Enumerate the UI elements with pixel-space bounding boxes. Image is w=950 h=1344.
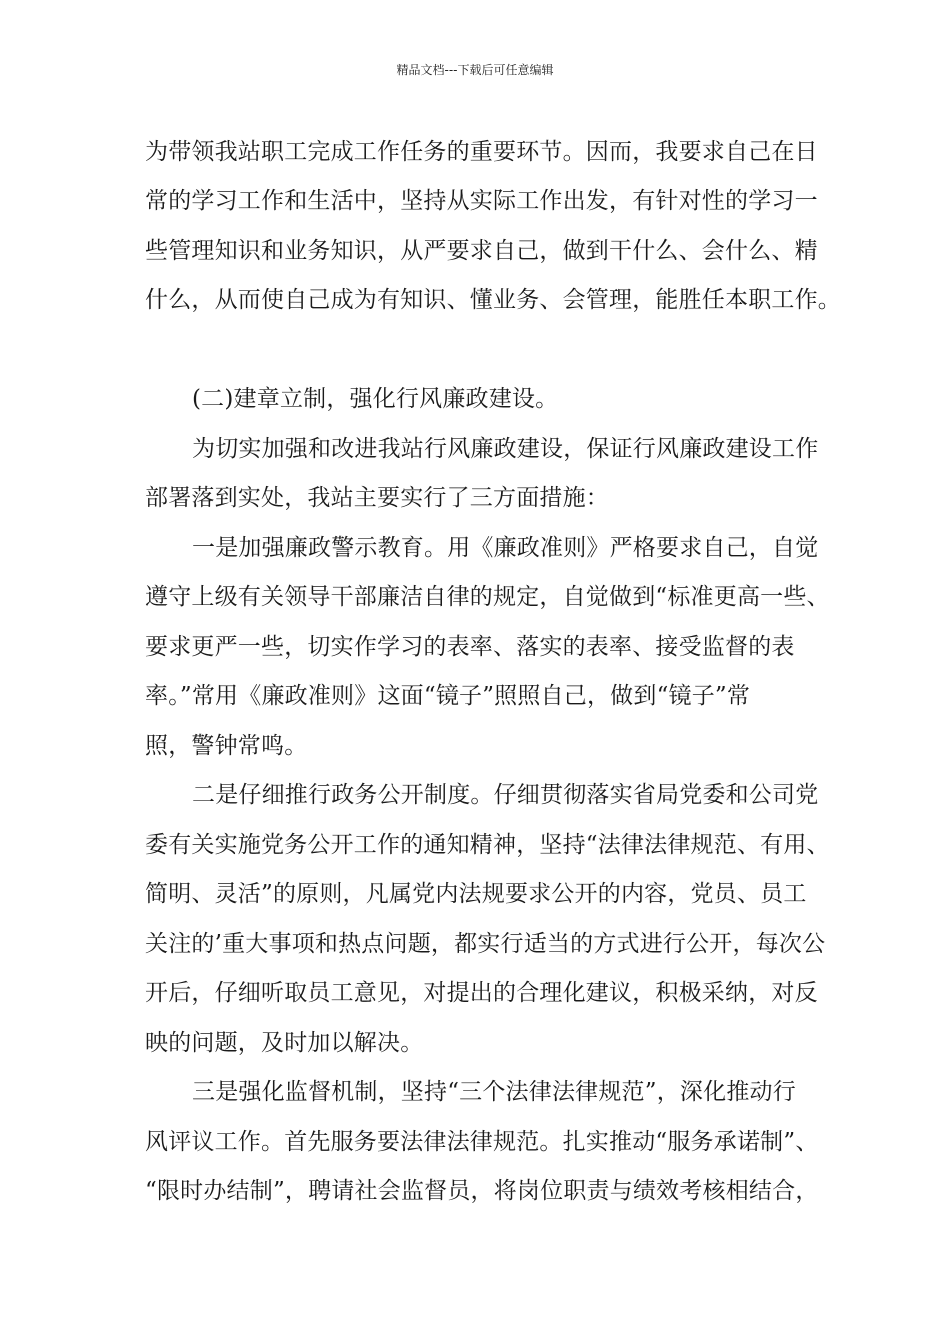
- text-line-15: 简明、灵活”的原则，凡属党内法规要求公开的内容，党员、员工: [145, 881, 807, 907]
- text-line-17: 开后，仔细听取员工意见，对提出的合理化建议，积极采纳，对反: [145, 980, 818, 1006]
- text-line-19: 三是强化监督机制，坚持“三个法律法律规范”，深化推动行: [192, 1079, 796, 1105]
- text-line-4: 什么，从而使自己成为有知识、懂业务、会管理，能胜任本职工作。: [145, 287, 841, 313]
- text-line-18: 映的问题，及时加以解决。: [145, 1030, 424, 1056]
- text-line-2: 常的学习工作和生活中，坚持从实际工作出发，有针对性的学习一: [145, 188, 818, 214]
- text-line-1: 为带领我站职工完成工作任务的重要环节。因而，我要求自己在日: [145, 139, 818, 165]
- text-line-9: 遵守上级有关领导干部廉洁自律的规定，自觉做到“标准更高一些、: [145, 584, 830, 610]
- text-line-13: 二是仔细推行政务公开制度。仔细贯彻落实省局党委和公司党: [192, 782, 819, 808]
- page-header: 精品文档---下载后可任意编辑: [396, 63, 554, 77]
- text-line-20: 风评议工作。首先服务要法律法律规范。扎实推动“服务承诺制”、: [145, 1129, 819, 1155]
- text-line-7: 部署落到实处，我站主要实行了三方面措施：: [145, 485, 609, 511]
- text-line-12: 照，警钟常鸣。: [145, 733, 308, 759]
- text-line-16: 关注的’重大事项和热点问题，都实行适当的方式进行公开，每次公: [145, 931, 826, 957]
- text-line-11: 率。”常用《廉政准则》这面“镜子”照照自己，做到“镜子”常: [145, 683, 751, 709]
- text-line-14: 委有关实施党务公开工作的通知精神，坚持“法律法律规范、有用、: [145, 832, 830, 858]
- text-line-8: 一是加强廉政警示教育。用《廉政准则》严格要求自己，自觉: [192, 535, 819, 561]
- section-heading: (二)建章立制，强化行风廉政建设。: [192, 386, 559, 412]
- text-line-6: 为切实加强和改进我站行风廉政建设，保证行风廉政建设工作: [192, 436, 819, 462]
- text-line-10: 要求更严一些，切实作学习的表率、落实的表率、接受监督的表: [145, 634, 795, 660]
- text-line-3: 些管理知识和业务知识，从严要求自己，做到干什么、会什么、精: [145, 238, 818, 264]
- text-line-21: “限时办结制”，聘请社会监督员，将岗位职责与绩效考核相结合，: [145, 1178, 819, 1204]
